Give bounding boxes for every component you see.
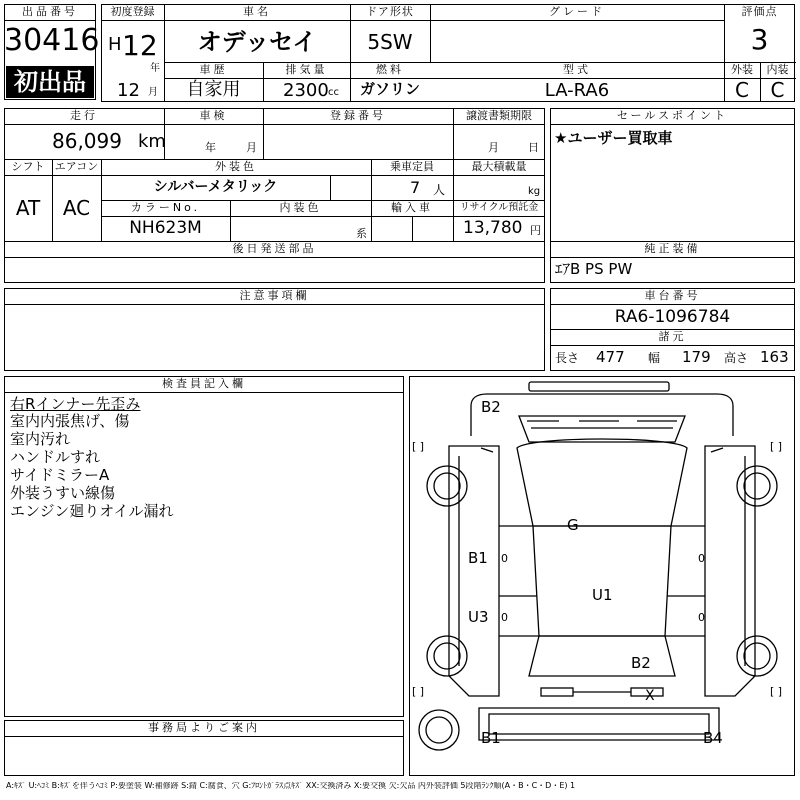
length-label: 長さ <box>555 351 580 365</box>
capacity-value: 7 <box>410 178 421 197</box>
first-reg-era: H <box>108 34 122 55</box>
mark-u3: U3 <box>468 608 489 626</box>
int-color-label: 内装色 <box>279 201 322 214</box>
ext-score: C <box>735 78 749 102</box>
inspection-label: 車検 <box>199 109 228 122</box>
reg-no-label: 登録番号 <box>330 109 386 122</box>
notes-label: 注意事項欄 <box>239 289 310 302</box>
sales-point-value: ★ユーザー買取車 <box>554 129 673 147</box>
int-color-unit: 系 <box>356 227 367 240</box>
dims-label: 諸元 <box>658 330 687 343</box>
aircon-label: エアコン <box>54 160 99 173</box>
lot-number: 30416 <box>4 23 100 58</box>
inspector-line: 室内内張焦げ、傷 <box>10 412 130 430</box>
height-label: 高さ <box>724 351 749 365</box>
chassis-label: 車台番号 <box>644 289 701 302</box>
door-value: 5SW <box>367 30 413 54</box>
mark-bracket: [ ] <box>412 440 425 453</box>
first-listing-badge: 初出品 <box>6 66 94 98</box>
ext-color-label: 外装色 <box>215 160 257 173</box>
inspector-line: 室内汚れ <box>10 430 71 448</box>
model-value: LA-RA6 <box>544 80 610 101</box>
legend-text: A:ｷｽﾞ U:ﾍｺﾐ B:ｷｽﾞを伴うﾍｺﾐ P:要塗装 W:補修跡 S:錆 C:腐食、穴 G:ﾌﾛﾝﾄｶﾞﾗｽ点ｷｽﾞ XX:交換済み X:要交換 欠:欠品 内外装評価 5段階ﾗﾝｸ順(A・B・C・D・E) 1 <box>6 782 576 790</box>
mark-b2-mid: B2 <box>631 654 651 672</box>
car-name-label: 車名 <box>243 5 271 18</box>
office-label: 事務局よりご案内 <box>148 721 260 734</box>
mark-bracket: [ ] <box>412 685 425 698</box>
mark-x: X <box>645 688 655 704</box>
fuel-value: ガソリン <box>359 80 420 98</box>
displacement-unit: cc <box>328 87 339 98</box>
int-score: C <box>770 78 785 102</box>
score-value: 3 <box>750 23 769 56</box>
first-reg-label: 初度登録 <box>110 5 155 18</box>
door-label: ドア形状 <box>366 5 414 18</box>
max-load-label: 最大積載量 <box>471 160 527 173</box>
first-reg-year: 12 <box>122 29 158 62</box>
width-label: 幅 <box>648 351 661 365</box>
fuel-label: 燃料 <box>376 63 404 76</box>
transfer-month-unit: 月 <box>488 141 499 154</box>
ext-score-label: 外装 <box>731 63 753 76</box>
lot-label: 出品番号 <box>22 5 78 18</box>
first-reg-year-unit: 年 <box>150 63 160 74</box>
shift-value: AT <box>15 196 41 220</box>
capacity-label: 乗車定員 <box>390 160 434 173</box>
import-label: 輸入車 <box>391 201 433 214</box>
shift-label: シフト <box>11 160 45 173</box>
mark-b1-bottom: B1 <box>481 729 501 747</box>
mark-b1-left: B1 <box>468 549 488 567</box>
mark-zero: 0 <box>698 552 705 565</box>
displacement-value: 2300 <box>283 80 329 101</box>
ext-color-value: シルバーメタリック <box>153 179 278 195</box>
recycle-value: 13,780 <box>463 218 523 238</box>
genuine-value: ｴｱB PS PW <box>555 260 633 278</box>
genuine-label: 純正装備 <box>644 242 701 255</box>
width-value: 179 <box>682 348 711 366</box>
color-no-label: カラーNo. <box>130 201 201 214</box>
mileage-label: 走行 <box>70 109 98 122</box>
max-load-unit: kg <box>528 186 541 197</box>
aircon-value: AC <box>62 196 91 220</box>
mileage-unit: km <box>138 131 166 152</box>
transfer-label: 譲渡書類期限 <box>466 109 532 122</box>
transfer-day-unit: 日 <box>528 141 539 154</box>
mileage-value: 86,099 <box>52 129 122 153</box>
int-score-label: 内装 <box>766 63 789 76</box>
recycle-label: リサイクル預託金 <box>459 202 539 213</box>
recycle-unit: 円 <box>530 224 541 237</box>
sales-point-label: セールスポイント <box>616 109 728 122</box>
mark-g: G <box>567 516 579 534</box>
length-value: 477 <box>596 348 625 366</box>
mark-zero: 0 <box>698 611 705 624</box>
later-parts-label: 後日発送部品 <box>232 242 317 255</box>
mark-b4: B4 <box>703 729 723 747</box>
inspector-line: サイドミラーA <box>10 466 110 484</box>
capacity-unit: 人 <box>433 183 446 197</box>
first-reg-month-unit: 月 <box>148 87 158 98</box>
mark-u1: U1 <box>592 586 613 604</box>
mark-zero: 0 <box>501 611 508 624</box>
history-value: 自家用 <box>186 79 241 100</box>
inspector-line: 右Rインナー先歪み <box>10 395 141 413</box>
chassis-value: RA6-1096784 <box>614 307 731 327</box>
mark-bracket: [ ] <box>770 440 783 453</box>
mark-bracket: [ ] <box>770 685 783 698</box>
mark-b2-top: B2 <box>481 398 501 416</box>
height-value: 163 <box>760 348 789 366</box>
inspector-label: 検査員記入欄 <box>162 377 246 390</box>
color-no-value: NH623M <box>129 218 202 238</box>
mark-zero: 0 <box>501 552 508 565</box>
inspector-line: 外装うすい線傷 <box>10 484 116 502</box>
car-name-value: オデッセイ <box>197 28 317 56</box>
model-label: 型式 <box>563 63 591 76</box>
score-label: 評価点 <box>741 5 778 18</box>
inspector-line: ハンドルすれ <box>10 448 101 466</box>
grade-label: グレード <box>549 5 605 18</box>
car-diagram <box>409 376 795 776</box>
inspection-year-unit: 年 <box>205 141 216 154</box>
displacement-label: 排気量 <box>285 63 328 76</box>
first-reg-month: 12 <box>117 80 140 101</box>
history-label: 車歴 <box>199 63 228 76</box>
inspection-month-unit: 月 <box>246 141 257 154</box>
inspector-line: エンジン廻りオイル漏れ <box>10 502 174 520</box>
